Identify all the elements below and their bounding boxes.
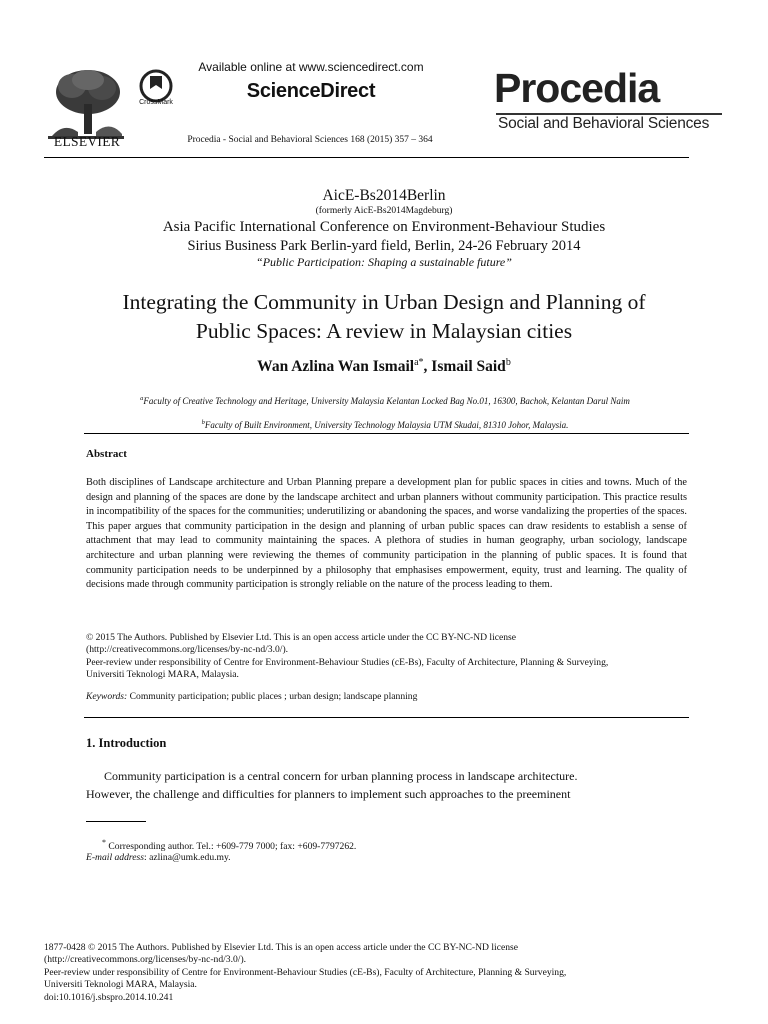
author-1-affil-mark: a (414, 357, 419, 368)
keywords-text: Community participation; public places ; urban design; landscape planning (129, 691, 418, 702)
conference-venue: Sirius Business Park Berlin-yard field, Berlin, 24-26 February 2014 (187, 238, 581, 254)
corresponding-author-footnote (102, 838, 356, 852)
available-online-text: Available online at www.sciencedirect.com (198, 60, 424, 74)
author-2-name: Ismail Said (431, 358, 506, 376)
footer-peer-review: Peer-review under responsibility of Centre for Environment-Behaviour Studies (cE-Bs), Faculty of Architecture, Planning & Surveying, (44, 966, 567, 978)
affiliation-b (90, 419, 680, 430)
introduction-line-1: Community participation is a central concern for urban planning process in landscape architecture. (104, 769, 578, 783)
author-list: Wan Azlina Wan Ismail$^{a*}$, Ismail Said$^b$ (257, 357, 511, 376)
author-1-name: Wan Azlina Wan Ismail (257, 358, 415, 376)
peer-review-institution: Universiti Teknologi MARA, Malaysia. (86, 668, 239, 680)
footnote-divider (86, 821, 146, 822)
peer-review-line: Peer-review under responsibility of Centre for Environment-Behaviour Studies (cE-Bs), Faculty of Architecture, Planning & Surveying, (86, 656, 609, 668)
header-divider (44, 157, 689, 158)
introduction-body (86, 768, 687, 803)
crossmark-label: CrossMark (139, 99, 173, 106)
corresponding-author-text: Corresponding author. Tel.: +609-779 7000; fax: +609-7797262. (108, 841, 357, 853)
journal-reference: Procedia - Social and Behavioral Sciences 168 (2015) 357 – 364 (187, 135, 433, 145)
affiliation-b-text: Faculty of Built Environment, University Technology Malaysia UTM Skudai, 81310 Johor, Malaysia. (204, 420, 569, 430)
abstract-bottom-divider (84, 717, 689, 718)
paper-title-line-2: Public Spaces: A review in Malaysian cities (195, 319, 573, 343)
paper-title-line-1: Integrating the Community in Urban Design and Planning of (122, 290, 646, 314)
abstract-top-divider (84, 433, 689, 434)
conference-former-name: (formerly AicE-Bs2014Magdeburg) (315, 206, 453, 216)
conference-code: AicE-Bs2014Berlin (322, 187, 446, 204)
introduction-heading: 1. Introduction (86, 736, 167, 750)
footer-doi[interactable]: doi:10.1016/j.sbspro.2014.10.241 (44, 991, 174, 1003)
conference-name: Asia Pacific International Conference on Environment-Behaviour Studies (162, 219, 606, 235)
footer-institution: Universiti Teknologi MARA, Malaysia. (44, 979, 197, 991)
author-2-affil-mark: b (505, 357, 511, 368)
footer-license-link[interactable]: (http://creativecommons.org/licenses/by-nc-nd/3.0/). (44, 954, 247, 966)
email-address[interactable]: : azlina@umk.edu.my. (144, 852, 231, 863)
abstract-copyright (86, 632, 687, 681)
footer-issn-license: 1877-0428 © 2015 The Authors. Published by Elsevier Ltd. This is an open access article under the CC BY-NC-ND license (44, 942, 519, 953)
page-footer (44, 942, 724, 1004)
author-1-corresponding-mark: * (418, 357, 424, 368)
keywords-label: Keywords: (86, 691, 128, 702)
copyright-line: © 2015 The Authors. Published by Elsevier Ltd. This is an open access article under the CC BY-NC-ND license (86, 632, 517, 643)
sciencedirect-wordmark[interactable]: ScienceDirect (246, 80, 376, 102)
affiliation-b-mark: b (201, 419, 205, 426)
email-footnote (86, 852, 231, 863)
introduction-line-2: However, the challenge and difficulties for planners to implement such approaches to the preeminent (86, 786, 571, 801)
conference-theme: “Public Participation: Shaping a sustainable future” (256, 255, 512, 269)
license-link[interactable]: (http://creativecommons.org/licenses/by-nc-nd/3.0/). (86, 644, 289, 656)
affiliation-a-mark: a (140, 395, 144, 402)
email-label: E-mail address (86, 852, 145, 863)
keywords (86, 691, 687, 702)
abstract-heading: Abstract (86, 448, 127, 460)
procedia-subtitle: Social and Behavioral Sciences (498, 115, 710, 132)
affiliation-a (90, 393, 680, 407)
procedia-wordmark: Procedia (494, 65, 660, 111)
affiliation-a-text: Faculty of Creative Technology and Heritage, University Malaysia Kelantan Locked Bag No.01, 16300, Bachok, Kelantan Darul Naim (143, 396, 630, 406)
footnote-star: * (102, 838, 106, 847)
paper-title (0, 288, 768, 346)
publisher-name: ELSEVIER (53, 134, 121, 149)
abstract-body: Both disciplines of Landscape architecture and Urban Planning prepare a development plan for public spaces in cities and towns. Much of the design and planning of the spaces are done by the landscape architect and urban planners without community participation. This practice results in incompatibility of the spaces for the communities; underutilizing or abandoning the spaces, and worse vandalizing the properties of the spaces. This paper argues that community participation in the design and planning of urban public spaces can draw residents to establish a sense of attachment that may lead to community maintaining the spaces. A plethora of studies in human geography, urban sociology, landscape architecture and urban planning were reviewing the themes of community participation in the planning of public spaces. It is found that community participation needs to be underpinned by a philosophy that emphasises empowerment, equity, trust and learning. The quality of decisions made through community participation is strongly reliable on the nature of the process leading to them. (86, 477, 687, 591)
